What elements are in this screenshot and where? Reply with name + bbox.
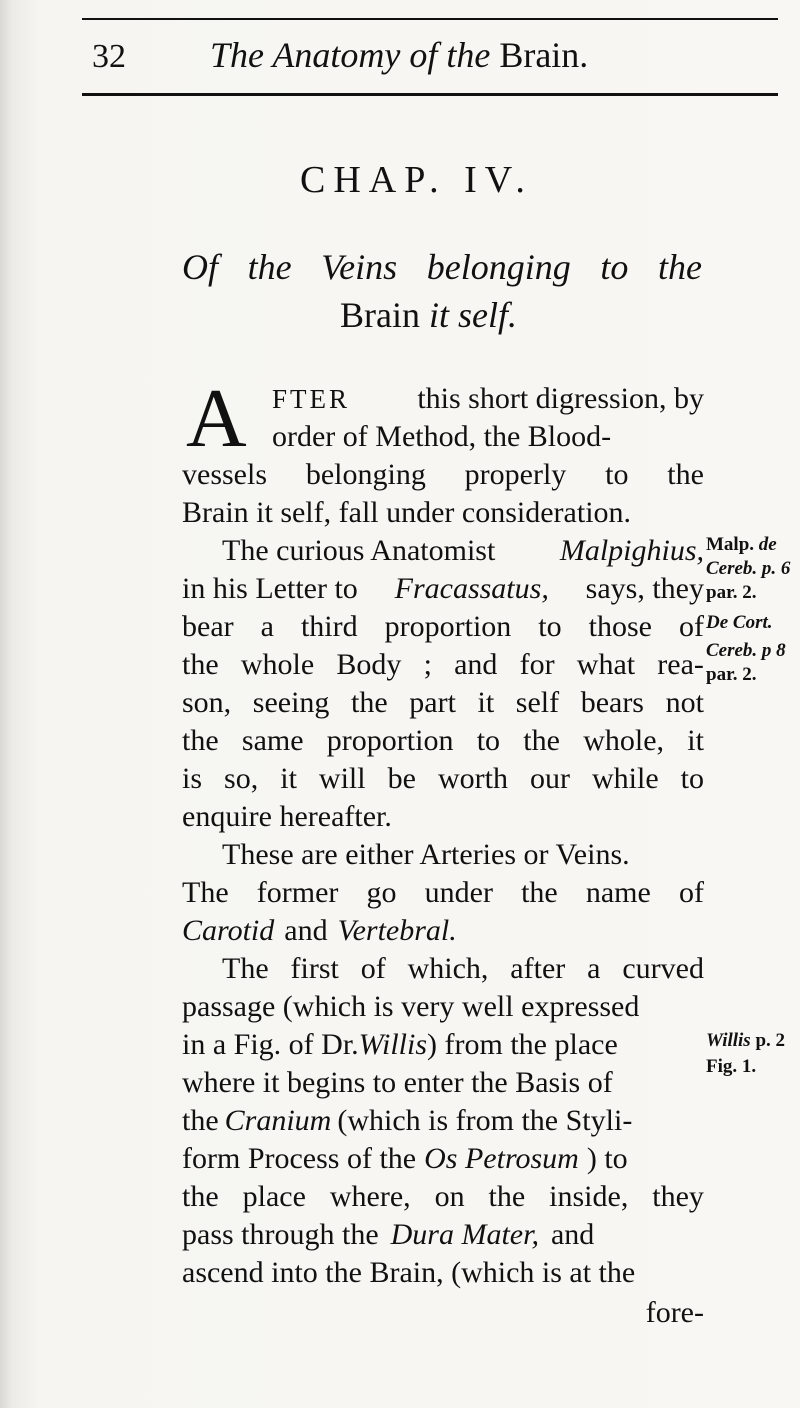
italic-name: Malpighius, [559,534,704,567]
word: seeing [252,686,330,719]
text-line [182,608,704,646]
word: worth [437,762,508,795]
marginal-note: De Cort. [706,612,773,633]
word: same [241,724,304,757]
text-line [182,988,704,1026]
word: where, [329,1180,411,1213]
word: on [434,1180,465,1213]
word: and [550,1218,595,1251]
text-line [182,1216,704,1254]
word: proportion [384,610,512,643]
running-title-italic: The Anatomy of the [210,35,491,75]
text-segment: says, they [585,572,704,605]
running-title [210,33,588,77]
text-segment: where it begins to enter the Basis of [182,1066,613,1099]
text-segment: These are either Arteries or Veins. [222,838,630,871]
word: the [182,1104,219,1137]
title-word: belonging [426,247,571,287]
running-title-roman: Brain. [499,35,589,75]
word: our [529,762,570,795]
word: while [591,762,659,795]
italic-name: Fracassatus, [394,572,549,605]
text-segment: enquire hereafter. [182,800,392,833]
catchword [182,1294,704,1332]
text-segment: ) to [586,1142,628,1175]
word: they [652,1180,704,1213]
text-segment: Brain it self, fall under consideration. [182,496,632,529]
text-line [182,1026,704,1064]
word: go [366,876,397,909]
italic-term: Cranium [224,1104,332,1137]
word: after [510,952,566,985]
chapter-heading: CHAP. IV. [300,159,533,201]
word: of [360,952,386,985]
small-caps-word: FTER [272,384,351,414]
word: the [182,648,219,681]
text-line [182,646,704,684]
word: those [588,610,652,643]
italic-term: Vertebral. [337,914,457,947]
marginal-note [706,1030,785,1052]
text-line [182,1178,704,1216]
word: a [260,610,274,643]
word: of [678,610,704,643]
word: name [585,876,651,909]
word: it [477,686,495,719]
margin-word: Malp. [706,534,755,555]
chapter-title-line-2 [340,294,517,336]
word: belonging [305,458,426,491]
text-line [182,1140,704,1178]
header-bottom-rule [82,93,778,96]
word: and [454,648,498,681]
word: curved [622,952,704,985]
word: former [256,876,339,909]
word: to [680,762,704,795]
marginal-note: Cereb. p 8 [706,640,786,661]
word: rea- [657,648,704,681]
title-word: the [657,247,702,287]
word: the [488,1180,526,1213]
word: The [222,952,269,985]
word: third [300,610,358,643]
text-line [222,950,704,988]
word: the [351,686,388,719]
text-line [182,684,704,722]
title-word: Brain [340,295,420,335]
text-segment: passage (which is very well expressed [182,990,640,1023]
word: which, [407,952,489,985]
word: whole, [583,724,665,757]
word: first [290,952,339,985]
text-line [182,494,704,532]
text-line [222,836,704,874]
text-segment: form Process of the [182,1142,417,1175]
text-line [182,912,704,950]
word: place [242,1180,306,1213]
page-number: 32 [92,38,126,75]
word: The [182,876,229,909]
text-line [182,456,704,494]
text-line [182,760,704,798]
text-line [182,1064,704,1102]
text-segment: in a Fig. of Dr. [182,1028,359,1061]
word: it [687,724,704,757]
word: not [665,686,704,719]
word: bear [182,610,234,643]
margin-word: p. 2 [755,1030,786,1051]
margin-word: Willis [706,1030,751,1051]
word: inside, [549,1180,629,1213]
marginal-note: Fig. 1. [706,1056,757,1077]
text-segment: (which is from the Styli- [337,1104,633,1137]
header-top-rule [82,18,778,20]
text-line [182,722,704,760]
text-line [182,570,704,608]
text-line [222,532,704,570]
marginal-note: par. 2. [706,664,757,685]
italic-term: Os Petrosum [424,1142,579,1175]
word: proportion [326,724,454,757]
word: so, [224,762,259,795]
word: the [521,876,558,909]
title-word: Veins [321,247,398,287]
text-line [182,1254,704,1292]
word: the [523,724,560,757]
italic-term: Dura Mater, [390,1218,539,1251]
word: it [280,762,297,795]
italic-term: Carotid [182,914,275,947]
word: vessels [182,458,267,491]
text-segment: The curious Anatomist [222,534,496,567]
word: whole [240,648,315,681]
word: for [519,648,555,681]
catchword-text: fore- [645,1296,704,1329]
word: part [409,686,456,719]
word: the [667,458,704,491]
word: what [576,648,636,681]
word: be [387,762,416,795]
margin-word: de [758,534,777,555]
text-line [182,874,704,912]
word: properly [464,458,567,491]
text-line [272,418,704,456]
word: Body [336,648,402,681]
text-segment: ) from the place [427,1028,618,1061]
word: the [182,1180,219,1213]
word: of [678,876,704,909]
word: is [182,762,203,795]
text-segment: this short digression, by [417,382,704,415]
word: self [515,686,560,719]
marginal-note: Cereb. p. 6 [706,558,791,579]
text-segment: in his Letter to [182,572,358,605]
word: bears [580,686,644,719]
text-segment: order of Method, the Blood- [272,420,612,453]
chapter-title-line-1 [182,246,702,288]
word: the [182,724,219,757]
italic-name: Willis [358,1028,428,1061]
title-word: the [247,247,292,287]
title-word-italic: it self. [428,295,517,335]
drop-cap: A [186,372,247,465]
text-line [182,798,704,836]
marginal-note [706,534,777,556]
marginal-note: par. 2. [706,582,757,603]
word: ; [423,648,432,681]
title-word: to [600,247,629,287]
word: to [605,458,629,491]
word: a [587,952,601,985]
text-segment: pass through the [182,1218,379,1251]
title-word: Of [182,247,218,287]
word: son, [182,686,232,719]
text-line [182,1102,704,1140]
text-segment: ascend into the Brain, (which is at the [182,1256,636,1289]
text-line [272,380,704,418]
word: under [424,876,493,909]
word: will [318,762,366,795]
word: and [284,914,328,947]
word: to [476,724,501,757]
word: to [538,610,562,643]
